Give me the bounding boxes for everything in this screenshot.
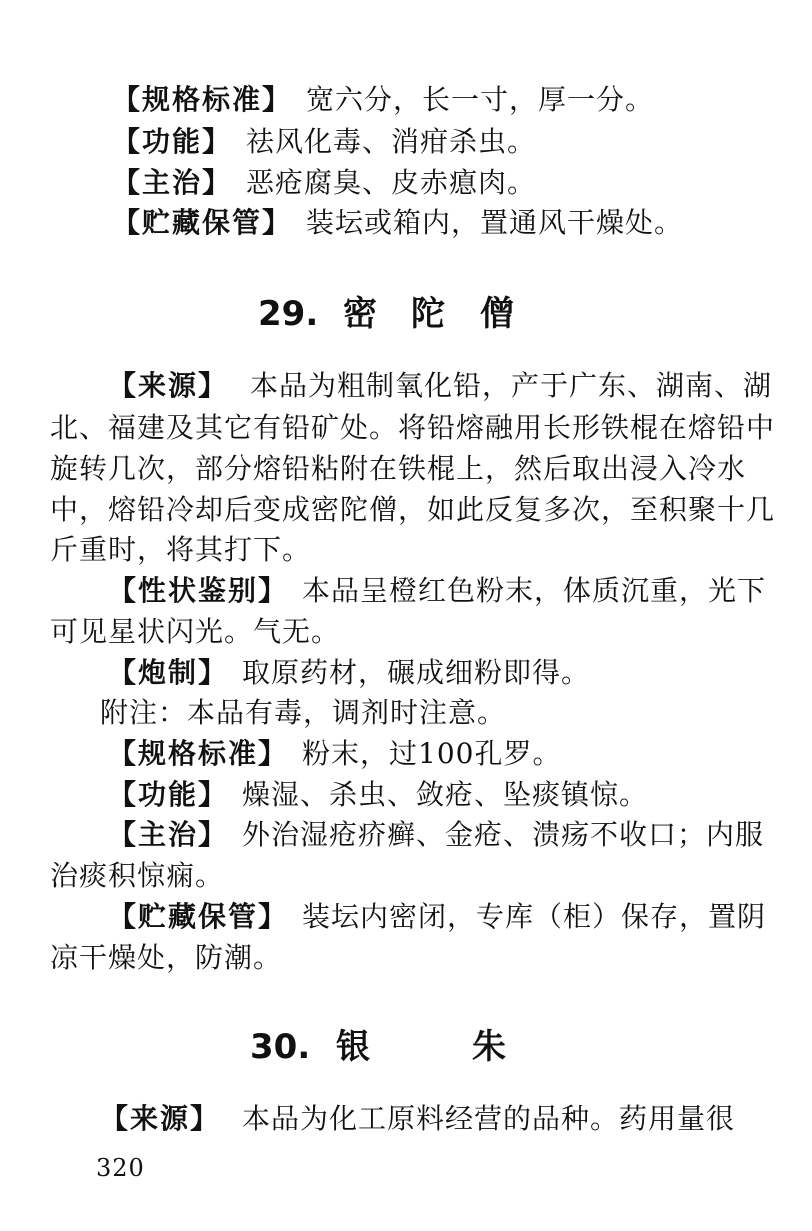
source-30-label: 【来源】 [100,1102,221,1135]
function-label: 【功能】 [112,125,233,158]
indication-line-29-1 [108,815,764,855]
entry-29-char-1: 密 [343,294,377,334]
indication-label: 【主治】 [112,166,233,199]
entry-29-char-2: 陀 [411,294,445,334]
storage-label-29: 【贮藏保管】 [108,900,289,933]
storage-label: 【贮藏保管】 [112,206,293,239]
identification-line-1 [108,571,766,611]
source-text-1: 本品为粗制氧化铅，产于广东、湖南、湖 [250,369,773,402]
note-line: 附注：本品有毒，调剂时注意。 [100,696,507,729]
source-line-2: 北、福建及其它有铅矿处。将铅熔融用长形铁棍在熔铅中 [50,411,776,444]
processing-text: 取原药材，碾成细粉即得。 [242,656,591,689]
identification-label: 【性状鉴别】 [108,574,289,607]
page-number: 320 [96,1154,145,1182]
entry-29-heading [0,292,812,336]
indication-line-28 [112,163,536,203]
function-label-29: 【功能】 [108,778,229,811]
source-line-4: 中，熔铅冷却后变成密陀僧，如此反复多次，至积聚十几 [50,493,776,526]
source-line-5: 斤重时，将其打下。 [50,533,312,566]
spec-line-29 [108,734,561,774]
storage-text: 装坛或箱内，置通风干燥处。 [306,206,684,239]
source-30-text-1: 本品为化工原料经营的品种。药用量很 [242,1102,736,1135]
processing-line [108,653,590,693]
source-line-3: 旋转几次，部分熔铅粘附在铁棍上，然后取出浸入冷水 [50,452,747,485]
entry-30-char-1: 银 [336,1027,370,1067]
storage-line-29-1 [108,897,766,937]
storage-line-28 [112,203,683,243]
storage-line-29-2: 凉干燥处，防潮。 [50,941,283,974]
spec-line-28 [112,80,654,120]
entry-29-number: 29. [258,294,319,334]
function-text: 祛风化毒、消疳杀虫。 [246,125,537,158]
entry-30-heading [0,1025,812,1069]
function-line-28 [112,122,536,162]
storage-text-29-1: 装坛内密闭，专库（柜）保存，置阴 [302,900,767,933]
function-line-29 [108,775,648,815]
source-line-1 [108,366,772,406]
indication-text: 恶疮腐臭、皮赤瘜肉。 [246,166,537,199]
source-label: 【来源】 [108,369,229,402]
indication-text-29-1: 外治湿疮疥癣、金疮、溃疡不收口；内服 [242,818,765,851]
spec-text: 宽六分，长一寸，厚一分。 [306,83,655,116]
identification-text-1: 本品呈橙红色粉末，体质沉重，光下 [302,574,767,607]
entry-30-char-2: 朱 [472,1027,506,1067]
indication-label-29: 【主治】 [108,818,229,851]
indication-line-29-2: 治痰积惊痫。 [50,859,225,892]
spec-label: 【规格标准】 [112,83,293,116]
source-30-line-1 [100,1099,735,1139]
identification-line-2: 可见星状闪光。气无。 [50,615,341,648]
function-text-29: 燥湿、杀虫、敛疮、坠痰镇惊。 [242,778,649,811]
entry-30-number: 30. [250,1027,311,1067]
spec-label-29: 【规格标准】 [108,737,289,770]
processing-label: 【炮制】 [108,656,229,689]
entry-29-char-3: 僧 [480,294,514,334]
spec-text-29: 粉末，过100孔罗。 [302,737,562,770]
